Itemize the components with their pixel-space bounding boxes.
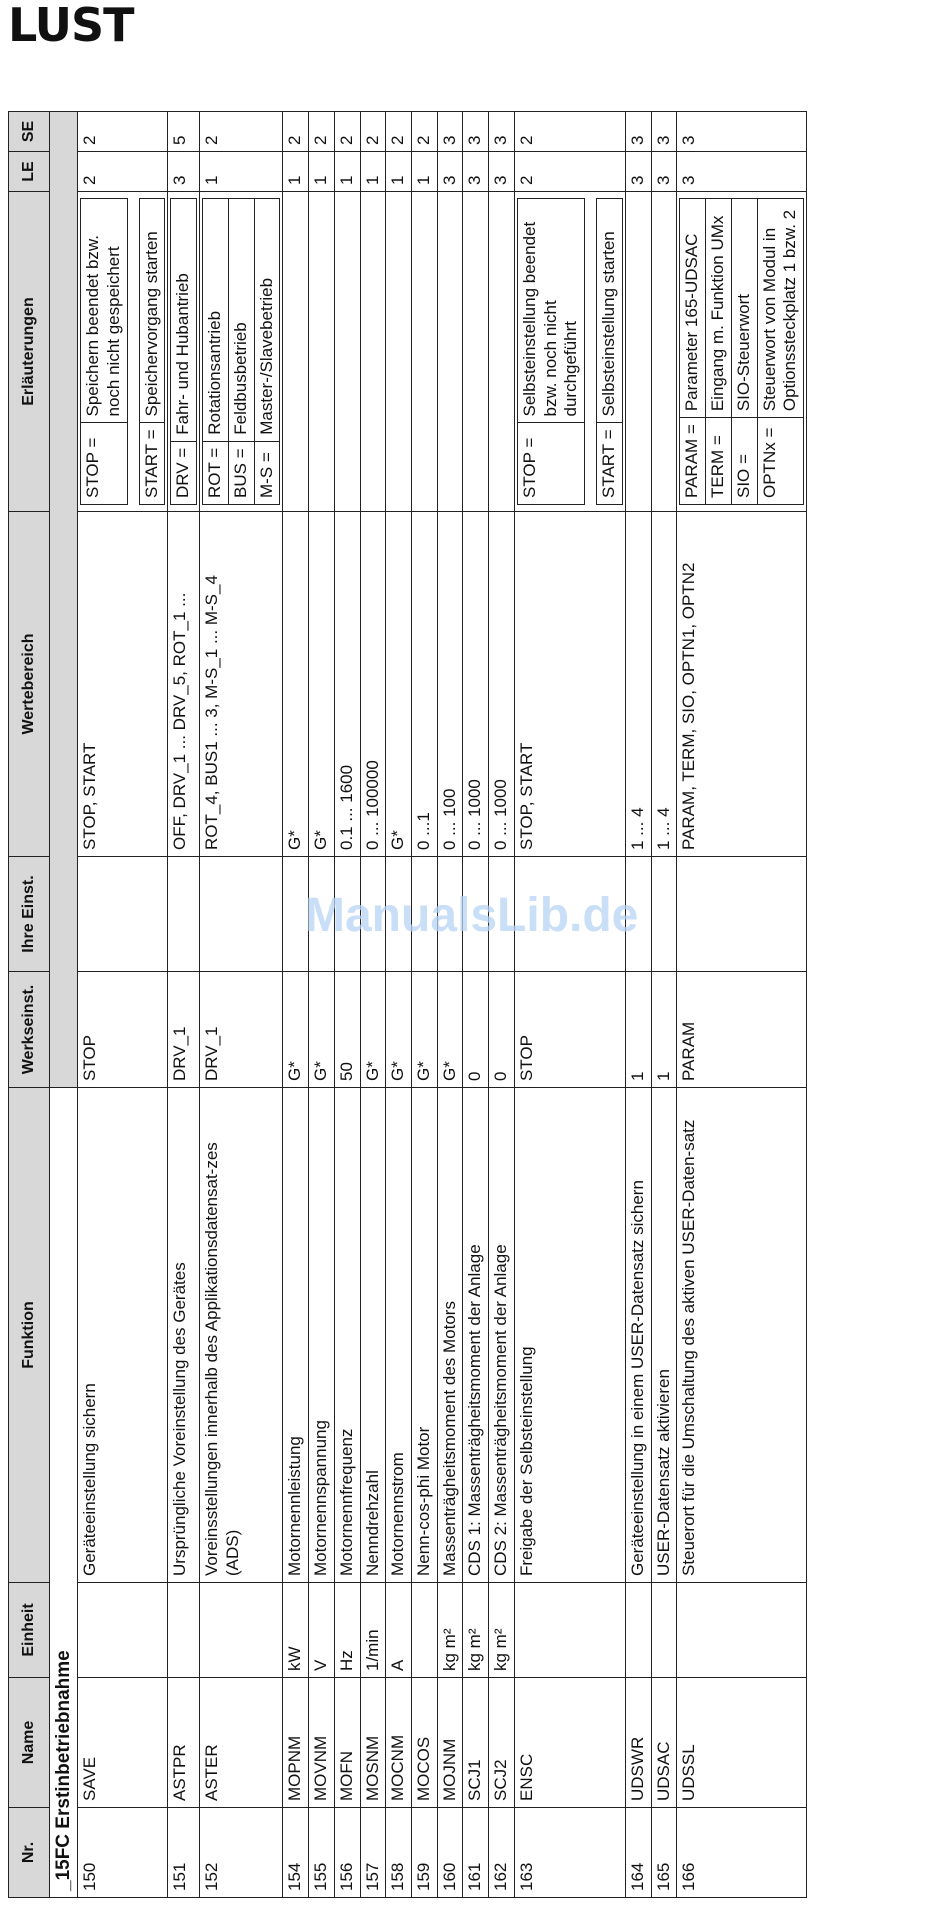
cell-se: 2: [386, 112, 412, 152]
table-header-row: [9, 112, 50, 1898]
cell-notes: [411, 192, 437, 512]
note-value: Speichervorgang starten: [139, 199, 165, 424]
cell-default: G*: [309, 972, 335, 1088]
cell-se: 2: [283, 112, 309, 152]
cell-function: USER-Datensatz aktivieren: [651, 1088, 677, 1583]
note-spacer: [127, 199, 139, 505]
note-item: [757, 199, 803, 505]
cell-le: 3: [168, 152, 200, 192]
cell-name: MOCOS: [411, 1678, 437, 1808]
cell-default: 1: [651, 972, 677, 1088]
cell-le: 3: [677, 152, 807, 192]
cell-own-setting: [677, 857, 807, 972]
cell-le: 3: [651, 152, 677, 192]
cell-name: UDSSL: [677, 1678, 807, 1808]
notes-list: [170, 198, 197, 505]
note-value: Parameter 165-UDSAC: [680, 199, 706, 418]
cell-range: 1 ... 4: [651, 512, 677, 857]
column-header: Nr.: [9, 1808, 50, 1898]
cell-name: UDSAC: [651, 1678, 677, 1808]
cell-function: Motornennleistung: [283, 1088, 309, 1583]
section-title: _15FC Erstinbetriebnahme: [50, 1088, 78, 1898]
cell-default: 0: [463, 972, 489, 1088]
cell-default: 1: [625, 972, 651, 1088]
cell-default: STOP: [78, 972, 168, 1088]
note-key: OPTNx =: [757, 418, 803, 505]
table-row: [463, 112, 489, 1898]
cell-name: MOVNM: [309, 1678, 335, 1808]
cell-range: 0 ...1: [411, 512, 437, 857]
cell-nr: 165: [651, 1808, 677, 1898]
note-key: PARAM =: [680, 418, 706, 505]
watermark: ManualsLib.de: [305, 889, 639, 942]
table-row: [437, 112, 463, 1898]
note-item: [139, 199, 165, 505]
column-header: LE: [9, 152, 50, 192]
cell-unit: kW: [283, 1583, 309, 1678]
cell-own-setting: [651, 857, 677, 972]
cell-nr: 160: [437, 1808, 463, 1898]
cell-nr: 154: [283, 1808, 309, 1898]
column-header: Wertebereich: [9, 512, 50, 857]
note-key: SIO =: [731, 418, 757, 505]
note-item: [203, 199, 229, 505]
cell-nr: 152: [200, 1808, 283, 1898]
cell-name: UDSWR: [625, 1678, 651, 1808]
cell-le: 1: [360, 152, 386, 192]
cell-range: 0 ... 100000: [360, 512, 386, 857]
cell-le: 3: [463, 152, 489, 192]
cell-le: 1: [283, 152, 309, 192]
section-header-row: [50, 112, 78, 1898]
cell-unit: [168, 1583, 200, 1678]
cell-unit: [625, 1583, 651, 1678]
table-row: [168, 112, 200, 1898]
cell-function: Nenn-cos-phi Motor: [411, 1088, 437, 1583]
table-row: [360, 112, 386, 1898]
table-row: [200, 112, 283, 1898]
table-row: [514, 112, 625, 1898]
cell-nr: 157: [360, 1808, 386, 1898]
cell-name: SCJ1: [463, 1678, 489, 1808]
cell-default: DRV_1: [200, 972, 283, 1088]
cell-name: MOJNM: [437, 1678, 463, 1808]
cell-notes: [386, 192, 412, 512]
cell-function: CDS 1: Massenträgheitsmoment der Anlage: [463, 1088, 489, 1583]
cell-nr: 156: [334, 1808, 360, 1898]
cell-le: 1: [334, 152, 360, 192]
cell-se: 2: [360, 112, 386, 152]
cell-range: OFF, DRV_1 ... DRV_5, ROT_1 ...: [168, 512, 200, 857]
cell-unit: kg m²: [437, 1583, 463, 1678]
cell-default: G*: [386, 972, 412, 1088]
cell-notes: [78, 192, 168, 512]
cell-range: PARAM, TERM, SIO, OPTN1, OPTN2: [677, 512, 807, 857]
cell-notes: [677, 192, 807, 512]
note-item: [680, 199, 706, 505]
note-key: TERM =: [706, 418, 732, 505]
cell-default: G*: [360, 972, 386, 1088]
note-key: ROT =: [203, 441, 229, 504]
cell-function: CDS 2: Massenträgheitsmoment der Anlage: [489, 1088, 515, 1583]
cell-range: 0 ... 100: [437, 512, 463, 857]
cell-name: ASTER: [200, 1678, 283, 1808]
column-header: Einheit: [9, 1583, 50, 1678]
cell-nr: 161: [463, 1808, 489, 1898]
cell-le: 1: [386, 152, 412, 192]
column-header: Ihre Einst.: [9, 857, 50, 972]
cell-le: 1: [411, 152, 437, 192]
cell-nr: 163: [514, 1808, 625, 1898]
cell-notes: [651, 192, 677, 512]
note-value: Feldbusbetrieb: [228, 199, 254, 442]
cell-notes: [168, 192, 200, 512]
note-value: Selbsteinstellung beendet bzw. noch nicht durchgeführt: [517, 199, 584, 424]
cell-own-setting: [168, 857, 200, 972]
table-row: [78, 112, 168, 1898]
table-row: [283, 112, 309, 1898]
cell-se: 3: [651, 112, 677, 152]
cell-name: MOPNM: [283, 1678, 309, 1808]
note-spacer: [585, 199, 597, 505]
section-title-filler: [50, 112, 78, 1088]
note-value: Rotationsantrieb: [203, 199, 229, 442]
cell-default: 0: [489, 972, 515, 1088]
note-value: Fahr- und Hubantrieb: [171, 199, 197, 442]
cell-nr: 162: [489, 1808, 515, 1898]
cell-function: Motornennstrom: [386, 1088, 412, 1583]
cell-function: Freigabe der Selbsteinstellung: [514, 1088, 625, 1583]
notes-list: [517, 198, 623, 505]
table-row: [334, 112, 360, 1898]
cell-notes: [334, 192, 360, 512]
note-item: [706, 199, 732, 505]
cell-se: 2: [200, 112, 283, 152]
cell-notes: [437, 192, 463, 512]
cell-unit: V: [309, 1583, 335, 1678]
cell-name: MOFN: [334, 1678, 360, 1808]
cell-notes: [309, 192, 335, 512]
cell-unit: [411, 1583, 437, 1678]
column-header: Name: [9, 1678, 50, 1808]
cell-le: 3: [625, 152, 651, 192]
note-value: Master-/Slavebetrieb: [254, 199, 280, 442]
cell-default: PARAM: [677, 972, 807, 1088]
cell-function: Motornennfrequenz: [334, 1088, 360, 1583]
cell-name: ASTPR: [168, 1678, 200, 1808]
column-header: Werkseinst.: [9, 972, 50, 1088]
cell-range: STOP, START: [78, 512, 168, 857]
cell-le: 1: [309, 152, 335, 192]
cell-range: 0 ... 1000: [489, 512, 515, 857]
cell-se: 2: [78, 112, 168, 152]
cell-range: 1 ... 4: [625, 512, 651, 857]
cell-range: 0.1 ... 1600: [334, 512, 360, 857]
cell-se: 2: [514, 112, 625, 152]
note-item: [731, 199, 757, 505]
cell-name: MOSNM: [360, 1678, 386, 1808]
cell-name: ENSC: [514, 1678, 625, 1808]
cell-unit: [651, 1583, 677, 1678]
notes-list: [679, 198, 804, 505]
cell-se: 3: [625, 112, 651, 152]
cell-name: SCJ2: [489, 1678, 515, 1808]
cell-notes: [514, 192, 625, 512]
cell-default: DRV_1: [168, 972, 200, 1088]
cell-unit: [78, 1583, 168, 1678]
column-header: Funktion: [9, 1088, 50, 1583]
cell-unit: kg m²: [463, 1583, 489, 1678]
column-header: SE: [9, 112, 50, 152]
parameter-sheet: [8, 112, 870, 1898]
note-key: M-S =: [254, 441, 280, 504]
table-row: [386, 112, 412, 1898]
note-item: [597, 199, 623, 505]
note-item: [517, 199, 584, 505]
cell-function: Steuerort für die Umschaltung des aktiven USER-Daten-satz: [677, 1088, 807, 1583]
cell-notes: [463, 192, 489, 512]
cell-notes: [360, 192, 386, 512]
cell-se: 3: [677, 112, 807, 152]
brand-logo: LUST: [8, 0, 134, 52]
cell-nr: 150: [78, 1808, 168, 1898]
cell-se: 3: [489, 112, 515, 152]
column-header: Erläuterungen: [9, 192, 50, 512]
cell-function: Voreinsstellungen innerhalb des Applikationsdatensat-zes (ADS): [200, 1088, 283, 1583]
note-item: [254, 199, 280, 505]
cell-le: 3: [437, 152, 463, 192]
cell-own-setting: [78, 857, 168, 972]
cell-name: MOCNM: [386, 1678, 412, 1808]
cell-nr: 151: [168, 1808, 200, 1898]
note-key: START =: [597, 423, 623, 505]
cell-function: Massenträgheitsmoment des Motors: [437, 1088, 463, 1583]
note-item: [81, 199, 127, 505]
cell-range: G*: [309, 512, 335, 857]
table-row: [411, 112, 437, 1898]
cell-unit: kg m²: [489, 1583, 515, 1678]
cell-se: 3: [463, 112, 489, 152]
note-value: Eingang m. Funktion UMx: [706, 199, 732, 418]
note-value: Selbsteinstellung starten: [597, 199, 623, 424]
cell-se: 3: [437, 112, 463, 152]
cell-unit: A: [386, 1583, 412, 1678]
cell-function: Ursprüngliche Voreinstellung des Gerätes: [168, 1088, 200, 1583]
cell-unit: [200, 1583, 283, 1678]
parameter-table: [8, 111, 807, 1898]
cell-le: 2: [514, 152, 625, 192]
note-key: DRV =: [171, 441, 197, 504]
cell-nr: 155: [309, 1808, 335, 1898]
note-key: STOP =: [81, 423, 127, 505]
cell-default: STOP: [514, 972, 625, 1088]
note-value: Speichern beendet bzw. noch nicht gespeichert: [81, 199, 127, 424]
cell-le: 2: [78, 152, 168, 192]
cell-nr: 159: [411, 1808, 437, 1898]
cell-default: G*: [283, 972, 309, 1088]
table-row: [489, 112, 515, 1898]
notes-list: [202, 198, 280, 505]
cell-default: 50: [334, 972, 360, 1088]
note-key: BUS =: [228, 441, 254, 504]
note-item: [171, 199, 197, 505]
cell-notes: [283, 192, 309, 512]
cell-nr: 166: [677, 1808, 807, 1898]
cell-function: Geräteeinstellung in einem USER-Datensatz sichern: [625, 1088, 651, 1583]
cell-le: 1: [200, 152, 283, 192]
notes-list: [80, 198, 165, 505]
cell-nr: 158: [386, 1808, 412, 1898]
table-row: [309, 112, 335, 1898]
cell-notes: [625, 192, 651, 512]
cell-default: G*: [437, 972, 463, 1088]
cell-function: Geräteeinstellung sichern: [78, 1088, 168, 1583]
cell-se: 2: [309, 112, 335, 152]
cell-nr: 164: [625, 1808, 651, 1898]
note-value: Steuerwort von Modul in Optionssteckplatz 1 bzw. 2: [757, 199, 803, 418]
cell-range: G*: [283, 512, 309, 857]
cell-unit: [677, 1583, 807, 1678]
table-row: [625, 112, 651, 1898]
cell-notes: [200, 192, 283, 512]
note-item: [228, 199, 254, 505]
cell-se: 2: [411, 112, 437, 152]
note-key: START =: [139, 423, 165, 505]
cell-function: Nenndrehzahl: [360, 1088, 386, 1583]
cell-range: G*: [386, 512, 412, 857]
cell-unit: [514, 1583, 625, 1678]
cell-le: 3: [489, 152, 515, 192]
cell-range: ROT_4, BUS1 ... 3, M-S_1 ... M-S_4: [200, 512, 283, 857]
cell-range: 0 ... 1000: [463, 512, 489, 857]
cell-range: STOP, START: [514, 512, 625, 857]
cell-name: SAVE: [78, 1678, 168, 1808]
note-value: SIO-Steuerwort: [731, 199, 757, 418]
note-key: STOP =: [517, 423, 584, 505]
cell-own-setting: [200, 857, 283, 972]
cell-notes: [489, 192, 515, 512]
table-row: [651, 112, 677, 1898]
cell-unit: Hz: [334, 1583, 360, 1678]
cell-function: Motornennspannung: [309, 1088, 335, 1583]
cell-unit: 1/min: [360, 1583, 386, 1678]
cell-default: G*: [411, 972, 437, 1088]
cell-se: 5: [168, 112, 200, 152]
table-row: [677, 112, 807, 1898]
cell-se: 2: [334, 112, 360, 152]
